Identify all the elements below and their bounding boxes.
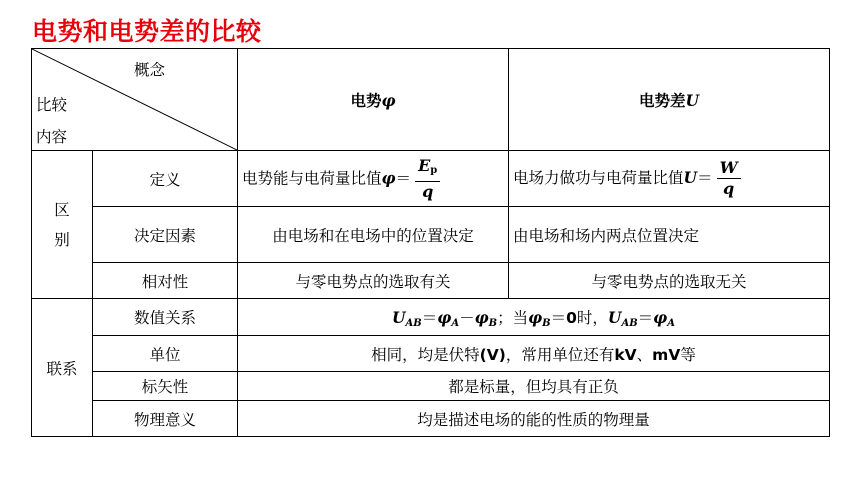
- formula-when: 时，: [576, 308, 608, 327]
- header-compare-label: 比较: [36, 96, 68, 114]
- row-label-unit: 单位: [93, 336, 238, 372]
- header-potential-symbol: φ: [381, 90, 396, 110]
- row-label-determining-factor: 决定因素: [93, 207, 238, 263]
- table-row: [32, 336, 830, 372]
- fraction-numerator: E: [418, 155, 431, 175]
- formula-minus: －: [459, 308, 475, 327]
- table-row: [32, 207, 830, 263]
- formula-phi-b2: φ: [528, 307, 543, 327]
- definition-phi: φ: [381, 168, 396, 187]
- formula-eq1: ＝: [421, 308, 438, 327]
- unit-kv: kV: [614, 345, 637, 364]
- unit-mv: mV: [652, 345, 681, 364]
- fraction-ep-over-q: [415, 156, 440, 202]
- unit-mid: ，常用单位还有: [505, 345, 615, 364]
- formula-phi-b-sub: B: [488, 317, 498, 329]
- determining-factor-potential: 由电场和在电场中的位置决定: [238, 207, 509, 263]
- header-row: [32, 49, 830, 151]
- definition-potential: [238, 151, 509, 207]
- formula-phi-b2-sub: B: [542, 317, 551, 329]
- row-label-scalar-vector: 标矢性: [93, 372, 238, 401]
- definition-eq: ＝: [395, 169, 412, 187]
- row-label-definition: 定义: [93, 151, 238, 207]
- header-concept-label: 概念: [134, 61, 166, 79]
- table-row: [32, 151, 830, 207]
- definition-potential-difference: [509, 151, 830, 207]
- header-content-label: 内容: [36, 128, 68, 146]
- comparison-table: [31, 48, 830, 437]
- page-title: 电势和电势差的比较: [32, 17, 262, 46]
- formula-u-sub: AB: [405, 317, 422, 329]
- definition-potential-text: 电势能与电荷量比值: [242, 169, 382, 187]
- physical-meaning-value: 均是描述电场的能的性质的物理量: [238, 401, 830, 437]
- unit-post: 等: [680, 345, 696, 364]
- unit-pre: 相同，均是伏特: [371, 345, 480, 364]
- header-potential-difference-symbol: U: [685, 90, 700, 110]
- fraction-numerator-sub: p: [430, 164, 438, 176]
- header-diagonal-cell: [32, 49, 238, 151]
- scalar-vector-value: 都是标量，但均具有正负: [238, 372, 830, 401]
- fraction-w-denominator: q: [722, 179, 735, 198]
- relativity-potential-difference: 与零电势点的选取无关: [509, 263, 830, 299]
- header-potential-label: 电势: [350, 91, 382, 110]
- table-row: [32, 401, 830, 437]
- row-label-relativity: 相对性: [93, 263, 238, 299]
- formula-sep: ；当: [497, 308, 529, 327]
- group-difference-bottom: 别: [54, 230, 70, 249]
- header-potential-difference-label: 电势差: [638, 91, 686, 110]
- header-potential: [238, 49, 509, 151]
- formula-eq2: ＝: [550, 308, 567, 327]
- formula-phi-a2: φ: [653, 307, 668, 327]
- determining-factor-potential-difference: 由电场和场内两点位置决定: [509, 207, 830, 263]
- formula-phi-a-sub: A: [451, 317, 460, 329]
- unit-value: [238, 336, 830, 372]
- fraction-w-over-q: [717, 158, 741, 199]
- formula-phi-a2-sub: A: [667, 317, 675, 329]
- relativity-potential: 与零电势点的选取有关: [238, 263, 509, 299]
- definition-pd-text: 电场力做功与电荷量比值: [513, 169, 684, 187]
- table-row: [32, 372, 830, 401]
- definition-pd-eq: ＝: [697, 169, 713, 187]
- header-potential-difference: [509, 49, 830, 151]
- formula-phi-a: φ: [437, 307, 452, 327]
- table-row: [32, 263, 830, 299]
- row-label-numeric-relation: 数值关系: [93, 299, 238, 336]
- numeric-relation-formula: [238, 299, 830, 336]
- formula-u2: U: [607, 307, 622, 327]
- unit-comma: 、: [636, 345, 653, 364]
- table-row: [32, 299, 830, 336]
- group-difference-top: 区: [54, 200, 70, 219]
- formula-zero: 0: [566, 308, 577, 327]
- formula-eq3: ＝: [637, 308, 654, 327]
- fraction-w-numerator: W: [719, 158, 738, 177]
- unit-v: (V): [479, 345, 506, 364]
- row-label-physical-meaning: 物理意义: [93, 401, 238, 437]
- fraction-denominator: q: [422, 181, 434, 201]
- formula-phi-b: φ: [474, 307, 489, 327]
- formula-u: U: [392, 307, 406, 327]
- group-connection: 联系: [32, 299, 93, 437]
- group-difference: [32, 151, 93, 299]
- definition-u: U: [683, 168, 698, 187]
- formula-u2-sub: AB: [621, 317, 638, 329]
